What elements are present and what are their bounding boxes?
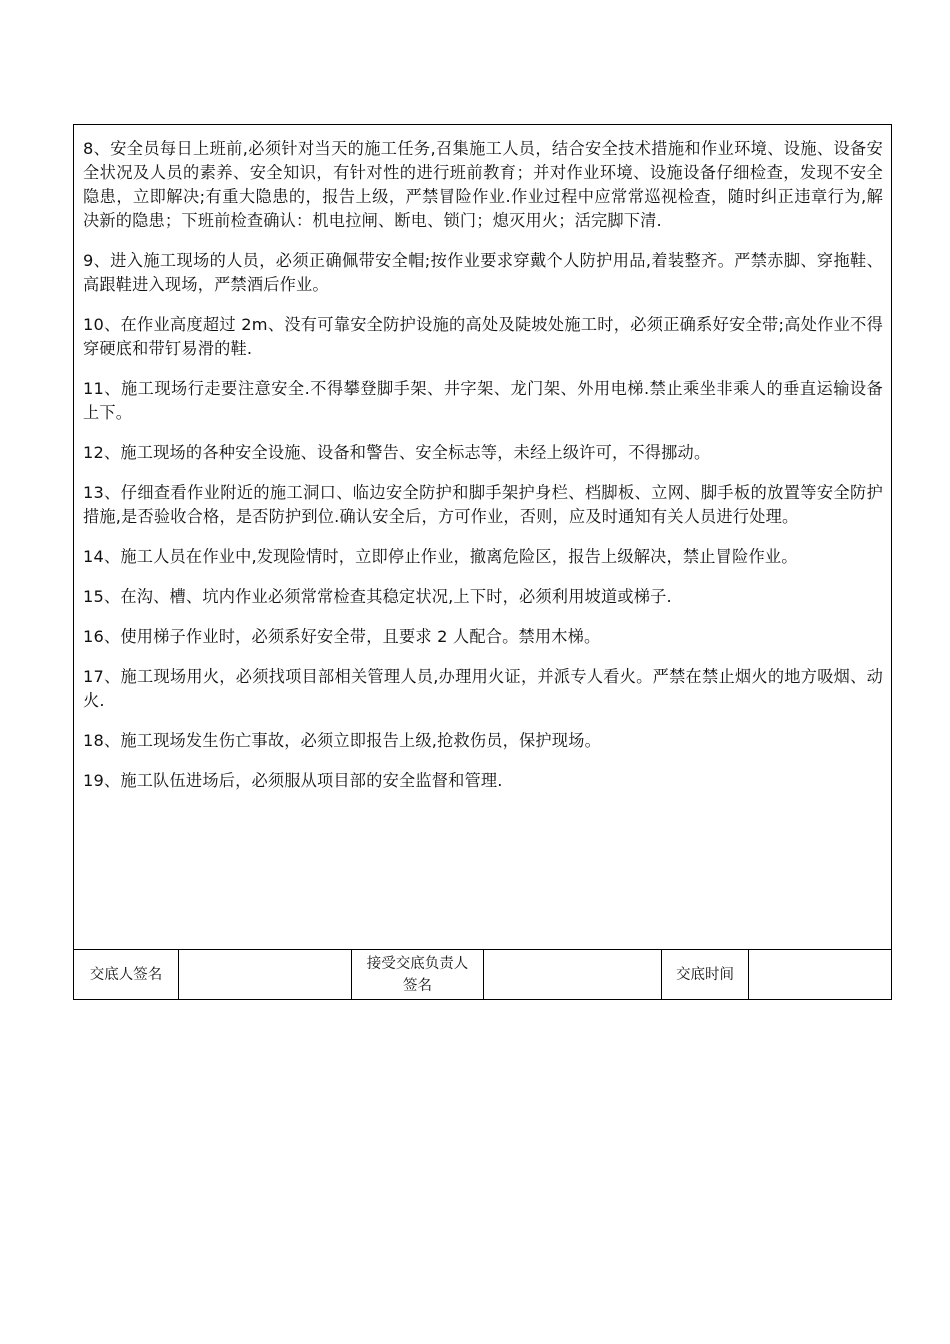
clause-10: 10、在作业高度超过 2m、没有可靠安全防护设施的高处及陡坡处施工时，必须正确系好安全带;高处作业不得穿硬底和带钉易滑的鞋. bbox=[83, 315, 883, 358]
clause-15: 15、在沟、槽、坑内作业必须常常检查其稳定状况,上下时，必须利用坡道或梯子. bbox=[83, 587, 672, 606]
safety-clauses-cell bbox=[74, 125, 891, 950]
discloser-signature-field[interactable] bbox=[179, 950, 352, 999]
receiver-signature-label: 接受交底负责人签名 bbox=[366, 955, 469, 994]
clause-9: 9、进入施工现场的人员，必须正确佩带安全帽;按作业要求穿戴个人防护用品,着装整齐。严禁赤脚、穿拖鞋、高跟鞋进入现场，严禁酒后作业。 bbox=[83, 251, 883, 294]
clause-8: 8、安全员每日上班前,必须针对当天的施工任务,召集施工人员，结合安全技术措施和作业环境、设施、设备安全状况及人员的素养、安全知识，有针对性的进行班前教育；并对作业环境、设施设备仔细检查，发现不安全隐患，立即解决;有重大隐患的，报告上级，严禁冒险作业.作业过程中应常常巡视检查，随时纠正违章行为,解决新的隐患；下班前检查确认：机电拉闸、断电、锁门；熄灭用火；活完脚下清. bbox=[83, 139, 883, 230]
clause-17: 17、施工现场用火，必须找项目部相关管理人员,办理用火证，并派专人看火。严禁在禁止烟火的地方吸烟、动火. bbox=[83, 667, 883, 710]
disclosure-date-field[interactable] bbox=[749, 950, 891, 999]
receiver-signature-field[interactable] bbox=[484, 950, 662, 999]
discloser-signature-label: 交底人签名 bbox=[74, 950, 179, 999]
disclosure-date-label: 交底时间 bbox=[662, 950, 749, 999]
receiver-signature-label-cell bbox=[352, 950, 484, 999]
clause-11: 11、施工现场行走要注意安全.不得攀登脚手架、井字架、龙门架、外用电梯.禁止乘坐非乘人的垂直运输设备上下。 bbox=[83, 379, 883, 422]
clause-12: 12、施工现场的各种安全设施、设备和警告、安全标志等，未经上级许可，不得挪动。 bbox=[83, 443, 711, 462]
clause-13: 13、仔细查看作业附近的施工洞口、临边安全防护和脚手架护身栏、档脚板、立网、脚手板的放置等安全防护措施,是否验收合格，是否防护到位.确认安全后，方可作业，否则，应及时通知有关人员进行处理。 bbox=[83, 483, 883, 526]
signature-row bbox=[74, 950, 891, 999]
clause-18: 18、施工现场发生伤亡事故，必须立即报告上级,抢救伤员，保护现场。 bbox=[83, 731, 601, 750]
clause-16: 16、使用梯子作业时，必须系好安全带，且要求 2 人配合。禁用木梯。 bbox=[83, 627, 601, 646]
clause-19: 19、施工队伍进场后，必须服从项目部的安全监督和管理. bbox=[83, 771, 503, 790]
disclosure-table bbox=[73, 124, 892, 1000]
clause-14: 14、施工人员在作业中,发现险情时，立即停止作业，撤离危险区，报告上级解决，禁止冒险作业。 bbox=[83, 547, 798, 566]
